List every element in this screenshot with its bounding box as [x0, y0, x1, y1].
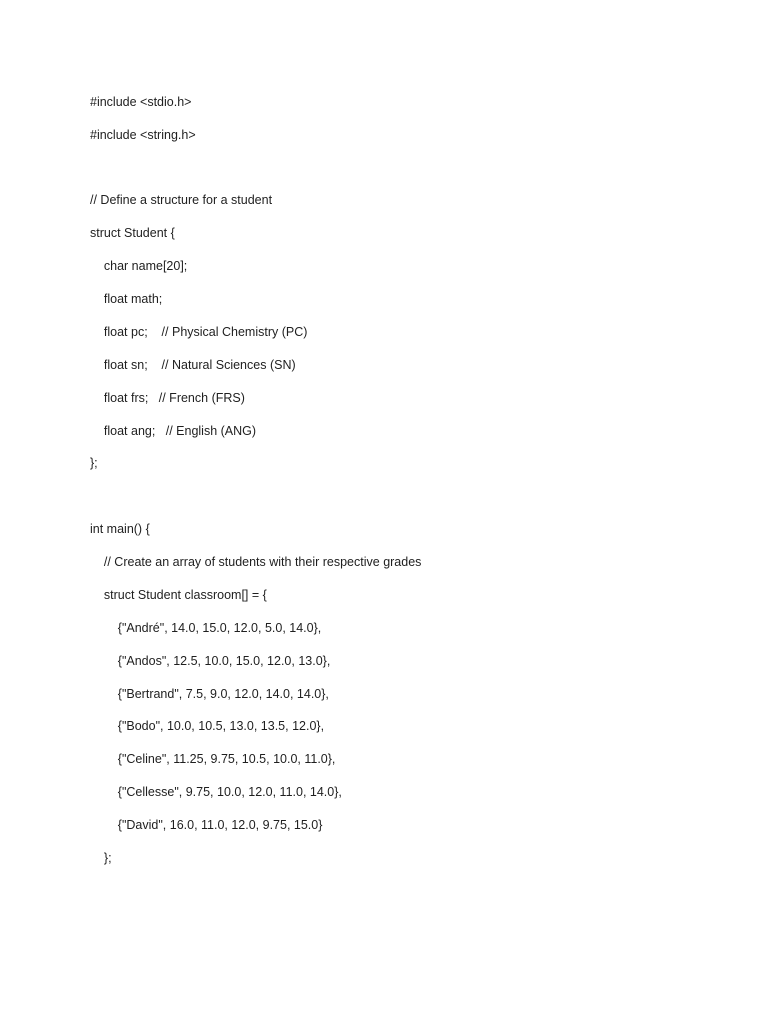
code-line: // Define a structure for a student	[90, 193, 273, 207]
code-line: float pc; // Physical Chemistry (PC)	[90, 325, 308, 339]
code-line: float frs; // French (FRS)	[90, 391, 245, 405]
code-line: #include <stdio.h>	[90, 95, 192, 109]
code-line: };	[90, 851, 112, 865]
code-line: // Create an array of students with their respective grades	[90, 555, 422, 569]
code-line: {"Bodo", 10.0, 10.5, 13.0, 13.5, 12.0},	[90, 719, 325, 733]
code-line: {"André", 14.0, 15.0, 12.0, 5.0, 14.0},	[90, 621, 322, 635]
code-line: struct Student {	[90, 226, 175, 240]
code-line: #include <string.h>	[90, 128, 196, 142]
code-line: {"Cellesse", 9.75, 10.0, 12.0, 11.0, 14.0},	[90, 785, 342, 799]
code-line: float ang; // English (ANG)	[90, 424, 257, 438]
code-line: char name[20];	[90, 259, 188, 273]
code-line: float sn; // Natural Sciences (SN)	[90, 358, 296, 372]
code-line: {"Bertrand", 7.5, 9.0, 12.0, 14.0, 14.0},	[90, 687, 329, 701]
code-line: {"David", 16.0, 11.0, 12.0, 9.75, 15.0}	[90, 818, 323, 832]
code-line: struct Student classroom[] = {	[90, 588, 267, 602]
code-line: {"Celine", 11.25, 9.75, 10.5, 10.0, 11.0},	[90, 752, 336, 766]
code-line: {"Andos", 12.5, 10.0, 15.0, 12.0, 13.0},	[90, 654, 331, 668]
code-line: float math;	[90, 292, 163, 306]
code-line: int main() {	[90, 522, 150, 536]
code-line: };	[90, 456, 98, 470]
